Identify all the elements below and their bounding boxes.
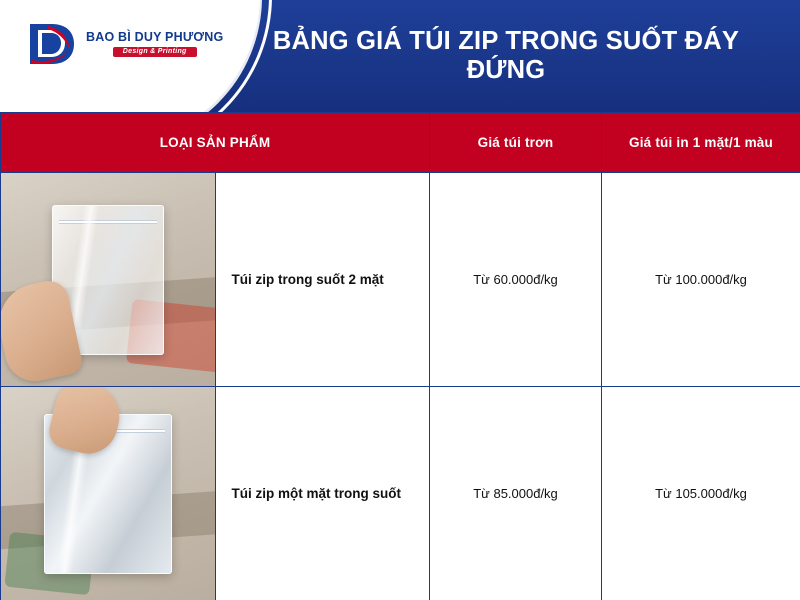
product-photo-one-side-clear bbox=[1, 387, 216, 600]
table-row bbox=[1, 173, 800, 387]
header-banner bbox=[0, 0, 800, 112]
column-header-printed-price: Giá túi in 1 mặt/1 màu bbox=[602, 113, 800, 173]
dp-monogram-icon bbox=[26, 20, 78, 68]
table-header-row bbox=[1, 113, 800, 173]
page-title-text: BẢNG GIÁ TÚI ZIP TRONG SUỐT ĐÁY ĐỨNG bbox=[272, 26, 740, 84]
column-header-product: LOẠI SẢN PHẨM bbox=[1, 113, 430, 173]
table-head bbox=[1, 113, 800, 173]
table-row bbox=[1, 387, 800, 600]
logo-tagline: Design & Printing bbox=[113, 47, 197, 57]
plain-price-value: Từ 60.000đ/kg bbox=[430, 173, 602, 387]
column-header-plain-price: Giá túi trơn bbox=[430, 113, 602, 173]
logo-company-name: BAO BÌ DUY PHƯƠNG bbox=[86, 29, 224, 44]
price-table bbox=[0, 112, 800, 600]
product-name: Túi zip một mặt trong suốt bbox=[215, 387, 430, 600]
product-name: Túi zip trong suốt 2 mặt bbox=[215, 173, 430, 387]
plain-price-value: Từ 85.000đ/kg bbox=[430, 387, 602, 600]
page-title bbox=[232, 0, 780, 112]
printed-price-value: Từ 100.000đ/kg bbox=[602, 173, 800, 387]
product-photo-clear-two-sided bbox=[1, 173, 216, 387]
zip-seal-line bbox=[59, 220, 157, 224]
table-body bbox=[1, 173, 800, 600]
printed-price-value: Từ 105.000đ/kg bbox=[602, 387, 800, 600]
price-table-container bbox=[0, 112, 800, 600]
brand-logo bbox=[26, 20, 223, 68]
